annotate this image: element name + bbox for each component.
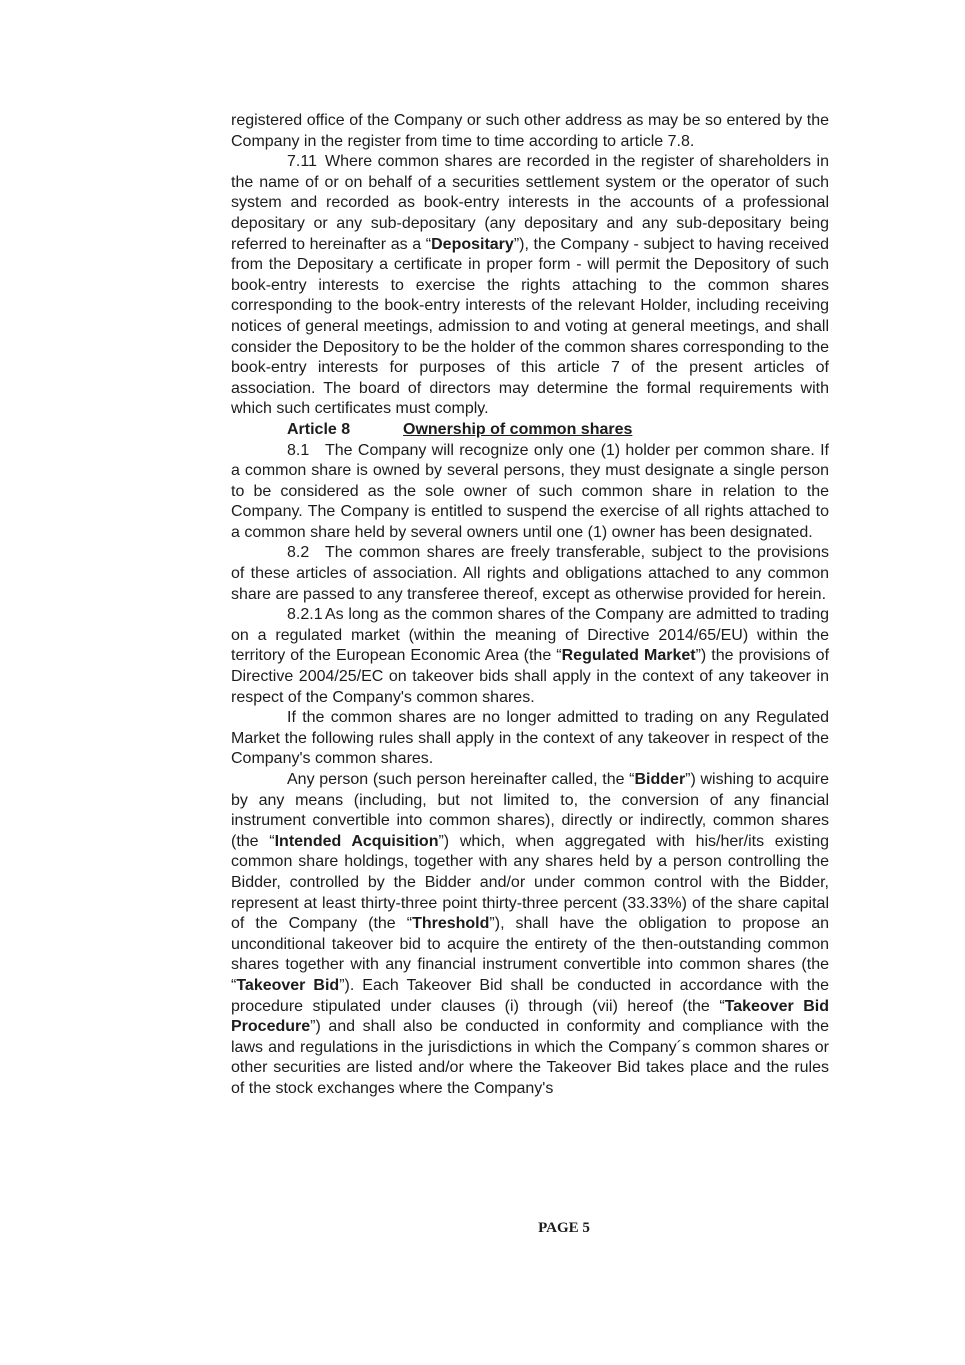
paragraph-8-1 — [231, 441, 829, 544]
article-8-heading — [231, 420, 829, 441]
defined-term-intended-acquisition: Intended Acquisition — [274, 832, 439, 850]
any-person-text-b: ”) wishing to acquire by any means (including, but not limited to, the conversion of any financial instrument convertible into common shares), directly or indirectly, common shares (the “ — [231, 771, 829, 850]
page-number: PAGE 5 — [538, 1220, 590, 1236]
clause-7-11-text-a: Where common shares are recorded in the register of shareholders in the name of or on behalf of a securities settlement system or the operator of such system and recorded as book-entry interests in the accounts of a professional depositary or any sub-depositary (any depositary and any sub-depositary being referred to hereinafter as a “ — [231, 153, 829, 253]
defined-term-regulated-market: Regulated Market — [561, 647, 696, 665]
defined-term-takeover-bid: Takeover Bid — [236, 976, 340, 994]
defined-term-threshold: Threshold — [412, 915, 490, 933]
clause-8-2-1-text-b: ”) the provisions of Directive 2004/25/EC on takeover bids shall apply in the context of any takeover in respect of the Company's common shares. — [231, 647, 830, 706]
paragraph-8-2 — [231, 543, 829, 605]
clause-8-1-text: The Company will recognize only one (1) holder per common share. If a common share is owned by several persons, they must designate a single person to be considered as the sole owner of such common share in relation to the Company. The Company is entitled to suspend the exercise of all rights attached to a common share held by several owners until one (1) owner has been designated. — [231, 441, 829, 541]
any-person-text-d: ”), shall have the obligation to propose an unconditional takeover bid to acquire the entirety of the then-outstanding common shares together with any financial instrument convertible into common shares (the “ — [231, 915, 829, 994]
paragraph-continuation — [231, 111, 829, 152]
paragraph-8-2-1 — [231, 605, 829, 708]
continuation-text: registered office of the Company or such other address as may be so entered by the Company in the register from time to time according to article 7.8. — [231, 112, 829, 150]
any-person-text-c: ”) which, when aggregated with his/her/its existing common share holdings, together with any shares held by a person controlling the Bidder, controlled by the Bidder and/or under common control with the Bidder, represent at least thirty-three point thirty-three percent (33.33%) of the share capital of the Company (the “ — [231, 832, 830, 933]
clause-7-11-text-b: ”), the Company - subject to having received from the Depositary a certificate in proper form - will permit the Depository of such book-entry interests to exercise the rights attaching to the common shares corresponding to the book-entry interests of the relevant Holder, including receiving notices of general meetings, admission to and voting at general meetings, and shall consider the Depository to be the holder of the common shares corresponding to the book-entry interests for purposes of this article 7 of the present articles of association. The board of directors may determine the formal requirements with which such certificates must comply. — [231, 235, 829, 418]
article-8-title: Ownership of common shares — [403, 420, 633, 438]
any-person-text-e: ”). Each Takeover Bid shall be conducted in accordance with the procedure stipulated under clauses (i) through (vii) hereof (the “ — [231, 976, 829, 1015]
clause-8-2-1-text-a: As long as the common shares of the Company are admitted to trading on a regulated market (within the meaning of Directive 2014/65/EU) within the territory of the European Economic Area (the “ — [231, 606, 829, 665]
defined-term-takeover-bid-procedure: Takeover Bid Procedure — [231, 997, 829, 1036]
paragraph-any-person — [231, 770, 829, 1100]
clause-8-2-text: The common shares are freely transferable, subject to the provisions of these articles of association. All rights and obligations attached to any common share are passed to any transferee thereof, except as otherwise provided for herein. — [231, 544, 829, 603]
clause-number-8-1: 8.1 — [287, 441, 310, 459]
document-body — [231, 111, 829, 1100]
clause-number-8-2: 8.2 — [287, 544, 310, 562]
defined-term-bidder: Bidder — [634, 771, 686, 788]
defined-term-depositary: Depositary — [431, 235, 514, 253]
any-person-text-a: Any person (such person hereinafter called, the “ — [287, 771, 635, 788]
clause-number-8-2-1: 8.2.1 — [287, 606, 323, 624]
no-longer-admitted-text: If the common shares are no longer admitted to trading on any Regulated Market the following rules shall apply in the context of any takeover in respect of the Company's common shares. — [231, 709, 829, 768]
any-person-text-f: ”) and shall also be conducted in conformity and compliance with the laws and regulations in the jurisdictions in which the Company´s common shares or other securities are listed and/or where the Takeover Bid takes place and the rules of the stock exchanges where the Company's — [231, 1018, 829, 1097]
paragraph-no-longer-admitted — [231, 708, 829, 770]
paragraph-7-11 — [231, 152, 829, 420]
article-8-label: Article 8 — [287, 420, 351, 438]
clause-number-7-11: 7.11 — [287, 153, 317, 171]
